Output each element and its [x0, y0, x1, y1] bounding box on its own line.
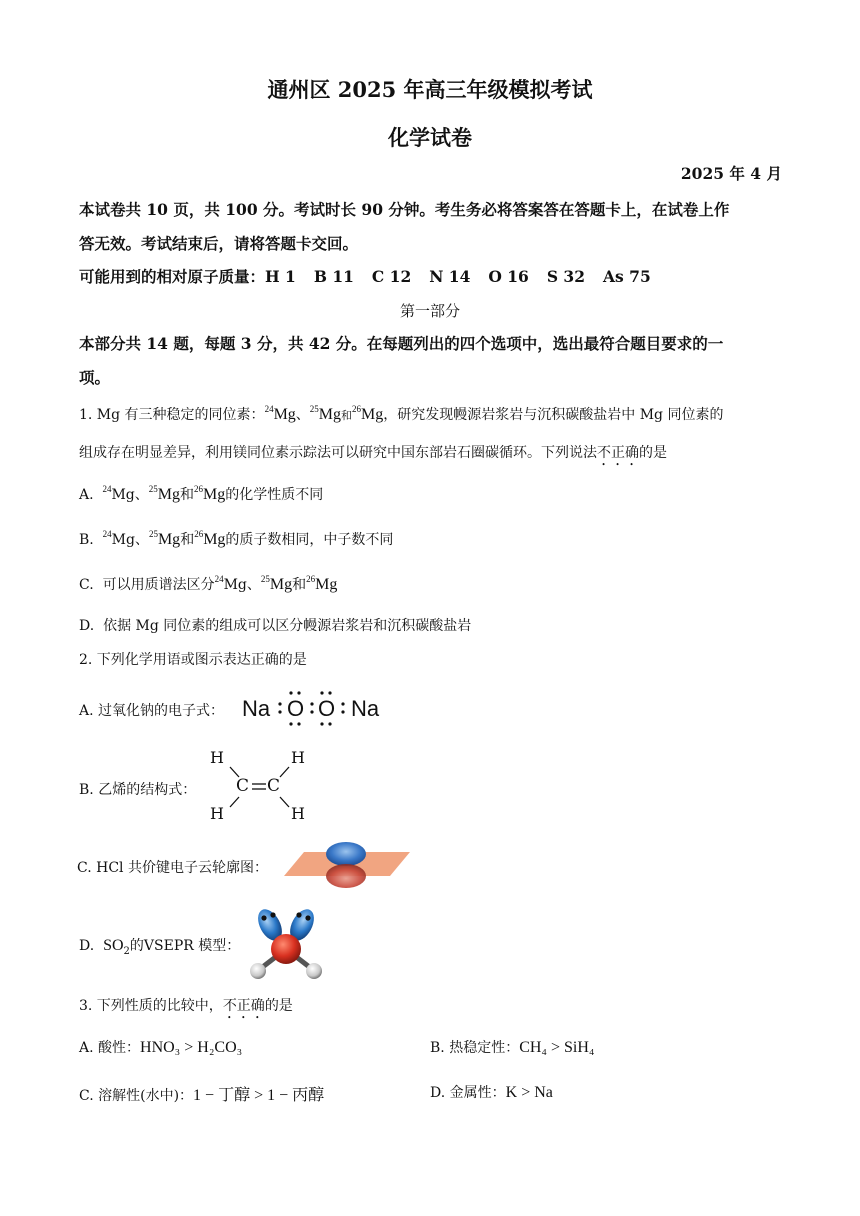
exam-subject: 化学试卷: [388, 125, 472, 150]
instructions-line1: 本试卷共 10 页，共 100 分。考试时长 90 分钟。考生务必将答案答在答题卡上，在试卷上作: [79, 200, 730, 219]
q1-a-iso25: 25: [148, 484, 158, 494]
q1-prefix: 1. Mg 有三种稳定的同位素：: [79, 407, 265, 423]
q1-b-tail: 的质子数相同，中子数不同: [225, 532, 394, 548]
exam-date: 2025 年 4 月: [680, 164, 782, 183]
instructions-line2: 答无效。考试结束后，请将答题卡交回。: [79, 234, 359, 253]
ethylene-c2: C: [267, 776, 281, 796]
q1-line2-b: 的是: [639, 445, 667, 461]
q3-a-formula: HNO₃ > H₂CO₃: [140, 1039, 243, 1056]
q1-c-mg24: Mg: [223, 577, 247, 593]
q1-b-iso25: 25: [148, 529, 158, 539]
q1-c-and: 和: [292, 577, 307, 593]
q1-emphasis: 不正确: [597, 445, 639, 461]
ethylene-c1: C: [236, 776, 250, 796]
q3-stem-b: 的是: [264, 998, 293, 1014]
q3-c-label: C. 溶解性(水中)：: [79, 1088, 194, 1104]
q1-option-a-label: A.: [79, 487, 94, 503]
q1-b-mg24: Mg: [111, 532, 135, 548]
q3-d-label: D. 金属性：: [430, 1085, 506, 1101]
q1-option-c-label: C.: [79, 577, 94, 593]
ethylene-h3: H: [210, 804, 224, 823]
q1-a-mg24: Mg: [111, 487, 135, 503]
q2-d-label: D.: [79, 938, 95, 954]
q3-b-label: B. 热稳定性：: [430, 1040, 520, 1056]
q1-c-mg26: Mg: [315, 576, 338, 593]
q3-emphasis: 不正确: [222, 998, 265, 1014]
q1-c-head: 可以用质谱法区分: [102, 577, 215, 593]
oxygen-atom-left: [250, 963, 266, 979]
q1-a-mg25: Mg: [157, 486, 180, 503]
part1-desc-line1: 本部分共 14 题，每题 3 分，共 42 分。在每题列出的四个选项中，选出最符合题目要求的一: [79, 334, 724, 353]
q1-mg26: Mg: [361, 406, 384, 423]
q1-d-text: 依据 Mg 同位素的组成可以区分幔源岩浆岩和沉积碳酸盐岩: [103, 618, 472, 634]
q3-a-label: A. 酸性：: [79, 1040, 141, 1056]
ethylene-structure: [203, 744, 313, 828]
q1-option-b-label: B.: [79, 532, 94, 548]
q1-b-mg25: Mg: [157, 531, 181, 548]
q1-c-iso25: 25: [260, 574, 270, 584]
q3-stem-a: 3. 下列性质的比较中，: [79, 998, 223, 1014]
part1-title: 第一部分: [399, 302, 460, 320]
q3-option-b: [430, 1037, 595, 1057]
q1-b-mg26: Mg: [203, 531, 226, 548]
so2-vsepr-model: [244, 903, 330, 987]
q1-stem-line2: [79, 442, 667, 469]
atomic-masses: [79, 265, 651, 287]
q1-c-mg25: Mg: [269, 576, 293, 593]
exam-title: 通州区 2025 年高三年级模拟考试: [267, 77, 593, 102]
q1-iso24: 24: [264, 404, 274, 414]
part1-desc-line2: 项。: [79, 368, 111, 387]
q2-option-a: A. 过氧化钠的电子式：: [79, 703, 225, 719]
ethylene-h1: H: [210, 748, 224, 767]
atomic-mass-label: 可能用到的相对原子质量：: [79, 267, 266, 286]
q1-iso26: 26: [352, 404, 362, 414]
q2-d-tail: 的VSEPR 模型：: [129, 938, 241, 954]
q1-a-iso26: 26: [194, 484, 203, 494]
q1-option-d-label: D.: [79, 618, 95, 634]
ethylene-h2: H: [291, 748, 305, 767]
q1-a-and: 和: [180, 487, 194, 503]
q1-a-tail: 的化学性质不同: [225, 487, 324, 503]
q1-b-iso24: 24: [102, 529, 112, 539]
q2-option-c: C. HCl 共价键电子云轮廓图：: [77, 860, 268, 876]
atomic-mass-b: B 11: [313, 267, 354, 286]
na-right: Na: [351, 696, 380, 721]
ethylene-h4: H: [291, 804, 305, 823]
atomic-mass-s: S 32: [546, 267, 586, 286]
atomic-mass-n: N 14: [429, 267, 471, 286]
o-left: O: [287, 696, 305, 721]
q1-c-iso24: 24: [214, 574, 224, 584]
q1-suffix: ，研究发现幔源岩浆岩与沉积碳酸盐岩中 Mg 同位素的: [383, 407, 724, 423]
q2-d-so: SO: [103, 937, 124, 954]
orbital-lobe-bottom: [326, 864, 366, 888]
q3-option-c: [79, 1082, 324, 1105]
hcl-electron-cloud-diagram: [282, 836, 412, 894]
q1-c-sep: 、: [246, 577, 261, 593]
q1-option-a: [79, 484, 323, 504]
atomic-mass-c: C 12: [371, 267, 412, 286]
q1-line2-a: 组成存在明显差异，利用镁同位素示踪法可以研究中国东部岩石圈碳循环。下列说法: [79, 445, 597, 461]
q1-mg24: Mg: [273, 406, 296, 423]
q1-a-iso24: 24: [102, 484, 112, 494]
q3-c-formula: 1 − 丁醇 > 1 − 丙醇: [193, 1087, 325, 1104]
q3-b-formula: CH₄ > SiH₄: [519, 1039, 595, 1056]
q1-sep1: 、: [295, 407, 310, 423]
oxygen-atom-right: [306, 963, 322, 979]
q1-and: 和: [341, 409, 353, 422]
q3-d-formula: K > Na: [505, 1084, 553, 1101]
q2-option-b: B. 乙烯的结构式：: [79, 782, 197, 798]
q3-option-d: [430, 1082, 553, 1102]
q3-option-a: [79, 1037, 242, 1057]
atomic-mass-o: O 16: [488, 267, 529, 286]
na2o2-electron-formula: [240, 690, 390, 730]
q1-mg25: Mg: [318, 406, 342, 423]
q2-option-d: [79, 935, 240, 957]
q1-b-iso26: 26: [194, 529, 204, 539]
electron-dots: [240, 690, 390, 730]
q1-b-sep: 、: [134, 532, 149, 548]
orbital-lobe-top: [326, 842, 366, 866]
q1-stem-line1: [79, 404, 723, 424]
q1-a-sep: 、: [134, 487, 149, 503]
q1-option-b: [79, 529, 393, 549]
q3-stem: [79, 995, 293, 1022]
q1-b-and: 和: [180, 532, 195, 548]
o-right: O: [318, 696, 336, 721]
q1-option-d: [79, 615, 471, 635]
q2-stem: 2. 下列化学用语或图示表达正确的是: [79, 652, 307, 668]
sulfur-atom: [271, 934, 301, 964]
q1-a-mg26: Mg: [203, 486, 226, 503]
atomic-mass-as: As 75: [603, 267, 651, 286]
atomic-mass-h: H 1: [265, 267, 296, 286]
na-left: Na: [242, 696, 271, 721]
q2-d-sub: 2: [123, 945, 130, 957]
q1-c-iso26: 26: [306, 574, 316, 584]
q1-iso25: 25: [309, 404, 319, 414]
q1-option-c: [79, 574, 337, 594]
